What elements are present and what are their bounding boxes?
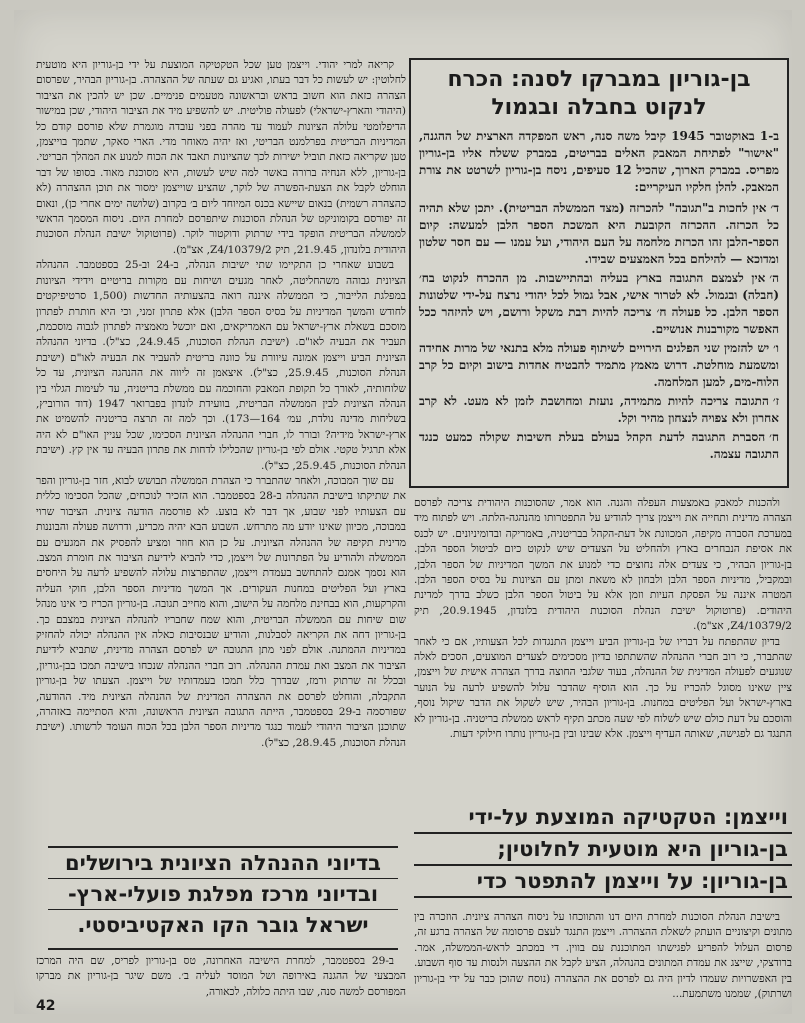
left-paragraph: עם שוך המבוכה, ולאחר שהתברר כי הצהרת הממשלה תבושש לבוא, חזר בן-גוריון והפר את שתיקתו בישיבת ההנהלה ב-28 בספטמבר. הוא הזכיר לנוכחים, שהכל הסכימו כללית עם הצעותיו לפני שבוע, אך דבר לא בוצע. לא פורסמה הודעה ציונית. הציבור שרוי במבוכה, מכיוון שאינו יודע מה מתרחש. השבוע הבא יהיה מכריע, ודרושה פעולה והבוננות מדינית תקיפה של ההנהלה הציונית. על כן הוא חוזר ומציע להפסיק את המגעים עם הממשלה ולהודיע על הפתרונות של וייצמן, כדי להביא לידיעת הציבור את חומרת המצב. הוא נסמך אמנם להתחשב בעמדת וייצמן, שהתפרצות עלולה להשפיע לרעה על היחסים בארץ ועל הפליטים במחנות העקורים. אך המשך מדיניות הספר הלבן, חוקי העליה והקרקעות, הוא בבחינת מלחמה על הישוב, והוא מחייב תגובה. בן-גוריון הכריז כי אינו מנהל שום שיחות עם הממשלה הבריטית, והוא שמח שחבריו להנהלה הציונית במצבם כך. בן-גוריון דחה את הקריאה לסבלנות, והודיע שבנסיבות כאלה אין ההנהלה יכולה להחזיק במדיניות ההמתנה. אולם לפני מתן התגובה יש לפרסם הצהרה מדינית, שתביא לידיעת הציבור את המצב ואת עמדת ההנהלה. רוב חברי ההנהלה שנכחו בישיבה תמכו בבן-גוריון, ובכלל זה שרתוק ורמז, שבדרך כלל תמכו בעמדותיו של וייצמן. הצעתו של בן-גוריון התקבלה, והוחלט לפרסם את ההצהרה המדינית של ההנהלה הציונית מיד. ההודעה, שפורסמה ב-29 בספטמבר, הייתה התגובה הציונית הראשונה, והיא הסתיימה באזהרה, שתוכנן הציבור היהודי לעמוד כנגד מדיניות הספר הלבן בכל הכוח העומד לרשותו. (ישיבת הנהלת הסוכנות, 28.9.45, כצ"ל). <box>36 474 406 749</box>
right-paragraph: בדיון שהתפתח על דבריו של בן-גוריון הביע וייצמן התנגדות לכל הצעותיו, אם כי לאחר שהתברר, כי רוב חברי ההנהלה שהשתתפו בדיון מסכימים לצעדים המוצעים, הסכים לאלה שנוגעים לפעולה המדינית של ההנהלה, בעוד שלגבי החוצה בדרך הצהרה אישית של וייצמן, ציין שאינו מסוגל להכריז על כך. הוא הוסיף שהדבר עלול להשפיע לרעה על הנוער בארץ-ישראל ועל הפליטים במחנות. בן-גוריון הבהיר, שיש לשקול את הדבר שיקול נוסף, והוסכם על דעת כולם שיש לשלוח לפי שעה מכתב תקיף לראש ממשלת בריטניה. בן-גוריון לא התנגד גם לפגישה, שאותה העדיף וייצמן. אלא שבינו ובין בן-גוריון נותרו חילוקי דעות. <box>414 635 792 741</box>
headline-line <box>414 898 792 902</box>
left-column-bottom <box>36 954 406 1014</box>
box-item <box>419 429 779 463</box>
right-column-body <box>414 496 792 796</box>
item-text: אין לחכות ב"תגובה" להכרזה (מצד הממשלה הבריטית). יתכן שלא תהיה כל הכרזה. ההכרזה הקובעת היא המשכת הספר הלבן למעשה: קיום הספר-הלבן זהו הכרזת מלחמה על העם היהודי, ועל עמנו — עם חסר שלטון ומדוכא — להילחם בכל האמצעים שבידו. <box>419 201 779 266</box>
left-paragraph: קריאה למרי יהודי. וייצמן טען שכל הטקטיקה המוצעת על ידי בן-גוריון היא מוטעית לחלוטין: יש לעשות כל דבר בעתו, ואגיע גם שעתה של ההצהרה. בן-גוריון הבהיר, שפרסום הצהרה כזאת הוא חשוב בראש ובראשונה מטעמים פנימיים. שכן יש להכין את הציבור (היהודי והארץ-ישראלי) לפעולה פוליטית. יש להשפיע מיד את הציבור היהודי, שכן במישור הדיפלומטי עלולה הציונות לעמוד עד מהרה בפני עובדה מוגמרת שלא פורסם קודם כל המדיניות הבריטית בפרלמנט הבריטי, ואז יהיה מאוחר מדי. הארי סאקר, שתמך בוייצמן, טען שקריאה כזאת תוביל ישירות לכך שהציונות תאבד את הכוח למנוע את המהלך הבריטי. בן-גוריון, ללא הנחיה ברורה באשר למה שיש לעשות, היא מסוכנת מאוד. בסופו של דבר הוחלט לקבל את הצעת-הפשרה של לוקר, שהציע שוייצמן ימסור את תוכן ההצהרה (לא כהצהרה רשמית) בנאום שיישא בכנס המיוחד ליום ב׳ בקרוב (שלושה ימים אחרי כן), ונאום זה יפורסם בקומוניקט של הנהלת הסוכנות שיתפרסם למחרת היום. ניסוח המסמך הראשי לממשלה הבריטית הופקד בידי שרתוק ודוקטור לוקר. (פרוטוקול ישיבת הנהלת הסוכנות היהודית בלונדון, 21.9.45, תיק Z4/10379/2, אצ"מ). <box>36 59 406 256</box>
box-item <box>419 340 779 391</box>
item-mark: ז׳ <box>772 394 779 408</box>
right-bottom-paragraph: בישיבת הנהלת הסוכנות למחרת היום דנו והתווכחו על ניסוח הצהרה ציונית. הוזכרה בין מתונים וקיצוניים הועתק לשאלת ההצהרה. וייצמן התנגד לעצם פרסומה של הצהרה ברגע זה, פרסום העלול להפריע לפגישתו המתוכננת עם בווין. די במכתב לראש-הממשלה, אמר. ברודצקי, שייצג את עמדת המתונים בהנהלה, הציע לקבל את ההצעה ולנסות עד סוף השבוע. בין האפשרויות שעמדו לדיון היה גם לפרסם את ההצהרה (נוסח שהוכן כבר על ידי בן-גוריון ושרתוק), שממנו משתמעת... <box>414 911 792 1001</box>
box-items <box>419 200 779 463</box>
right-column-bottom <box>414 910 792 1008</box>
box-item <box>419 200 779 268</box>
left-bottom-paragraph: ב-29 בספטמבר, למחרת הישיבה האחרונה, טס בן-גוריון לפריס, שם היה המרכז המבצעי של ההגנה באירופה ושל המוסד לעליה ב׳. משם שיגר בן-גוריון את מברקו המפורסם למשה סנה, שבו היתה כלולה, לכאורה, <box>36 955 406 998</box>
item-mark: ה׳ <box>769 271 779 285</box>
box-item <box>419 393 779 427</box>
right-paragraph: ולהכנות למאבק באמצעות העפלה והגנה. הוא אמר, שהסוכנות היהודית צריכה לפרסם הצהרה מדינית ותחייה את וייצמן צריך להודיע על התפטרותו מהנהגה-הלתה. ויש לפתוח מיד במערכת הסברה מקיפה, המכוונת אל דעת-הקהל בבריטניה, באמריקה ובדומיניונים. יש לכנס את אסיפת הנבחרים בארץ ולהחליט על הצעדים שיש לנקוט כיום לביטול הספר הלבן. בן-גוריון הבהיר, כי צעדים אלה נחוצים כדי למנוע את המשך המדיניות של הספר הלבן, ובמקביל, מדיניות הספר הלבן ולבחון לא משאת ומתן עם הציונות על בסיס הספר הלבן. המטרה איננה על הפסקת העיות וזמן אלא על ביטול הספר הלבן כשלב בדרך למדינת היהודים. (פרוטוקול ישיבת הנהלת הסוכנות היהודית בלונדון, 20.9.1945, תיק Z4/10379/2, אצ"מ). <box>414 497 792 633</box>
headline-line: בן-גוריון היא מוטעית לחלוטין; <box>414 834 792 866</box>
magazine-page <box>14 10 792 1014</box>
headline-line: וייצמן: הטקטיקה המוצעת על-ידי <box>414 802 792 834</box>
left-paragraph: בשבוע שאחרי כן התקיימו שתי ישיבות הנהלה, ב-24 וב-25 בספטמבר. ההנהלה הציונית גבוהה משהחליטה, לאחר מגעים ושיחות עם מקורות בריטיים וידידי הציונות במפלגת הלייבור, כי הממשלה איננה רואה בהצעותיה החדשות (1,500 סרטיפיקטים לחודש והמשך המדיניות על בסיס הספר הלבן) אלא פתרון זמני, וכי היא חותרת לפתרון מוסכם בשאלת ארץ-ישראל עם האמריקאים, ואם יוכשל מאמציה לפתרון לגבוה מוסכמת, תעביר את הבעיה לאו"ם. (ישיבת הנהלת הסוכנות, 24.9.45, כצ"ל). בדיוני ההנהלה הציונית הביע וייצמן אמונה עיוורת על כוונה בריטית להעביר את הבעיה לאו"ם (ישיבת הנהלת הסוכנות, 25.9.45, כצ"ל). איצאמן זה ליווה את ההנהגה הציונית, עד כל שלוחותיה, לאורך כל תקופת המאבק והחוכמה עם ממשלת בריטניה, עד לעימות הגלוי בין הנהלה הציונית לבין הממשלה הבריטית, בוועידת לונדון בפברואר 1947 (דוד הורוביץ, בשליחות מדינה נולדת, עמ׳ 164—173). וכך למה זה תרצה בריטניה להשמיט את ארץ-ישראל מידיה? ובורר לו, חברי ההנהלה הציונית הסכימו, שכל עניין האו"ם לא היה אלא תרגיל טקטי. אולם לפי בן-גוריון שהכלילו לדחות את פתרון הבעיה עד אין קץ. (ישיבת הנהלת הסוכנות, 25.9.45, כצ"ל). <box>36 259 406 472</box>
left-column <box>36 58 406 840</box>
item-text: התגובה צריכה להיות מתמידה, נועזת ומחושבת לזמן לא מעט. לא קרב אחרון ולא צפויה לנצחון מהיר וקל. <box>419 394 779 425</box>
item-text: אין לצמצם התגובה בארץ בעליה ובהתיישבות. מן ההכרח לנקוט בח׳ (חבלה) ובגמול. לא לטרור אישי, אבל גמול לכל יהודי נרצח על-ידי שלטונות הספר הלבן. כל פעולה ח׳ צריכה להיות רבת משקל ורושם, ויש להיזהר ככל האפשר מקורבנות אנושיים. <box>419 271 779 336</box>
item-text: הסברת התגובה לדעת הקהל בעולם בעלת חשיבות שקולה כמעט כנגד התגובה עצמה. <box>419 430 779 461</box>
headline-jerusalem <box>48 846 398 950</box>
item-mark: ד׳ <box>770 201 779 215</box>
box-item <box>419 270 779 338</box>
page-number: 42 <box>36 998 56 1014</box>
box-title: בן-גוריון במברקו לסנה: הכרח לנקוט בחבלה ובגמול <box>447 67 751 120</box>
sidebar-box <box>409 58 789 488</box>
headline-weizmann <box>414 802 792 902</box>
headline-line: ישראל גובר הקו האקטיביסטי. <box>77 913 369 937</box>
item-mark: ו׳ <box>773 341 779 355</box>
box-intro: ב-1 באוקטובר 1945 קיבל משה סנה, ראש המפקדה הארצית של ההגנה, "אישור" לפתיחת המאבק האלים בבריטים, במברק ששלח אליו בן-גוריון מפריס. במברק הארוך, שהכיל 12 סעיפים, ניסח בן-גוריון לשרטט את צורת המאבק. להלן חלקיו העיקריים: <box>419 129 780 194</box>
headline-line: בדיוני ההנהלה הציונית בירושלים <box>48 848 398 879</box>
item-mark: ח׳ <box>769 430 779 444</box>
item-text: יש להזמין שני הפלגים הירויים לשיתוף פעולה מלא בתנאי של מרות אחידה ומשמעת מוחלטת. דרוש מאמץ מתמיד להבטיח אחדות בישוב וקיום כל קרב הלוח-מים, למען המלחמה. <box>419 341 779 389</box>
headline-line: ובדיוני מרכז מפלגת פועלי-ארץ- <box>48 879 398 910</box>
headline-line: בן-גוריון: על וייצמן להתפטר כדי <box>414 866 792 898</box>
